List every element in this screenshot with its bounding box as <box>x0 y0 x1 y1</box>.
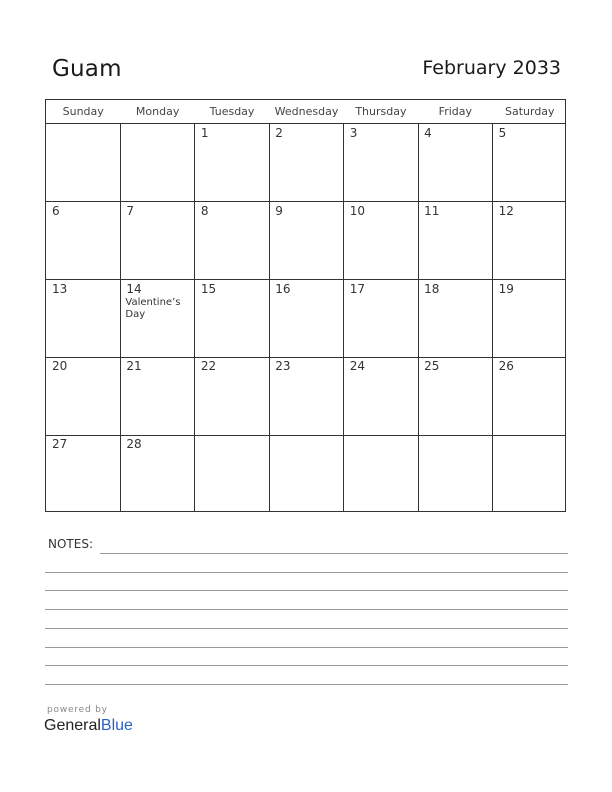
day-number: 16 <box>275 281 291 296</box>
row-divider <box>46 357 565 358</box>
day-number: 19 <box>498 281 514 296</box>
day-number: 23 <box>275 359 291 374</box>
powered-by-text: powered by <box>47 705 108 715</box>
column-divider <box>343 124 344 511</box>
column-divider <box>194 124 195 511</box>
holiday-name-line1: Valentine’s <box>125 296 181 308</box>
generalblue-logo <box>44 717 133 735</box>
brand-blue: Blue <box>100 717 133 734</box>
note-line <box>45 647 568 648</box>
day-number: 11 <box>424 203 440 218</box>
holiday-label <box>125 297 191 321</box>
weekday-monday: Monday <box>135 105 180 118</box>
weekday-thursday: Thursday <box>355 105 407 118</box>
day-number: 25 <box>424 359 440 374</box>
day-number: 17 <box>349 281 365 296</box>
region-title: Guam <box>52 56 122 82</box>
day-number: 20 <box>52 359 68 374</box>
row-divider <box>46 279 565 280</box>
day-number: 7 <box>126 203 135 218</box>
day-number: 26 <box>498 359 514 374</box>
column-divider <box>120 124 121 511</box>
day-number: 13 <box>52 281 68 296</box>
day-number: 5 <box>498 126 507 140</box>
note-line <box>100 553 568 554</box>
day-number: 12 <box>498 203 514 218</box>
note-line <box>45 628 568 629</box>
day-number: 10 <box>349 203 365 218</box>
day-number: 3 <box>349 126 358 140</box>
brand-general: General <box>44 717 101 734</box>
holiday-name-line2: Day <box>125 308 146 320</box>
row-divider <box>46 435 565 436</box>
day-number: 8 <box>200 203 209 218</box>
weekday-tuesday: Tuesday <box>209 105 255 118</box>
notes-label: NOTES: <box>48 537 93 551</box>
column-divider <box>418 124 419 511</box>
column-divider <box>269 124 270 511</box>
month-title: February 2033 <box>422 57 561 79</box>
day-number: 27 <box>52 437 68 452</box>
weekday-wednesday: Wednesday <box>274 105 339 118</box>
note-line <box>45 609 568 610</box>
day-number: 1 <box>200 126 209 140</box>
note-line <box>45 572 568 573</box>
note-line <box>45 590 568 591</box>
weekday-friday: Friday <box>438 105 473 118</box>
day-number: 18 <box>424 281 440 296</box>
weekday-sunday: Sunday <box>62 105 104 118</box>
weekday-saturday: Saturday <box>504 105 555 118</box>
day-number: 28 <box>126 437 142 452</box>
day-number: 6 <box>52 203 60 218</box>
column-divider <box>492 124 493 511</box>
row-divider <box>46 201 565 202</box>
day-number: 2 <box>275 126 283 140</box>
calendar-grid <box>45 99 566 512</box>
day-number: 24 <box>349 359 365 374</box>
day-number: 9 <box>275 203 283 218</box>
weekday-header-row <box>46 100 565 124</box>
day-number: 4 <box>424 126 432 140</box>
note-line <box>45 665 568 666</box>
day-number: 22 <box>200 359 217 374</box>
note-line <box>45 684 568 685</box>
day-number: 14 <box>126 281 142 296</box>
day-number: 21 <box>126 359 142 374</box>
day-number: 15 <box>200 281 217 296</box>
